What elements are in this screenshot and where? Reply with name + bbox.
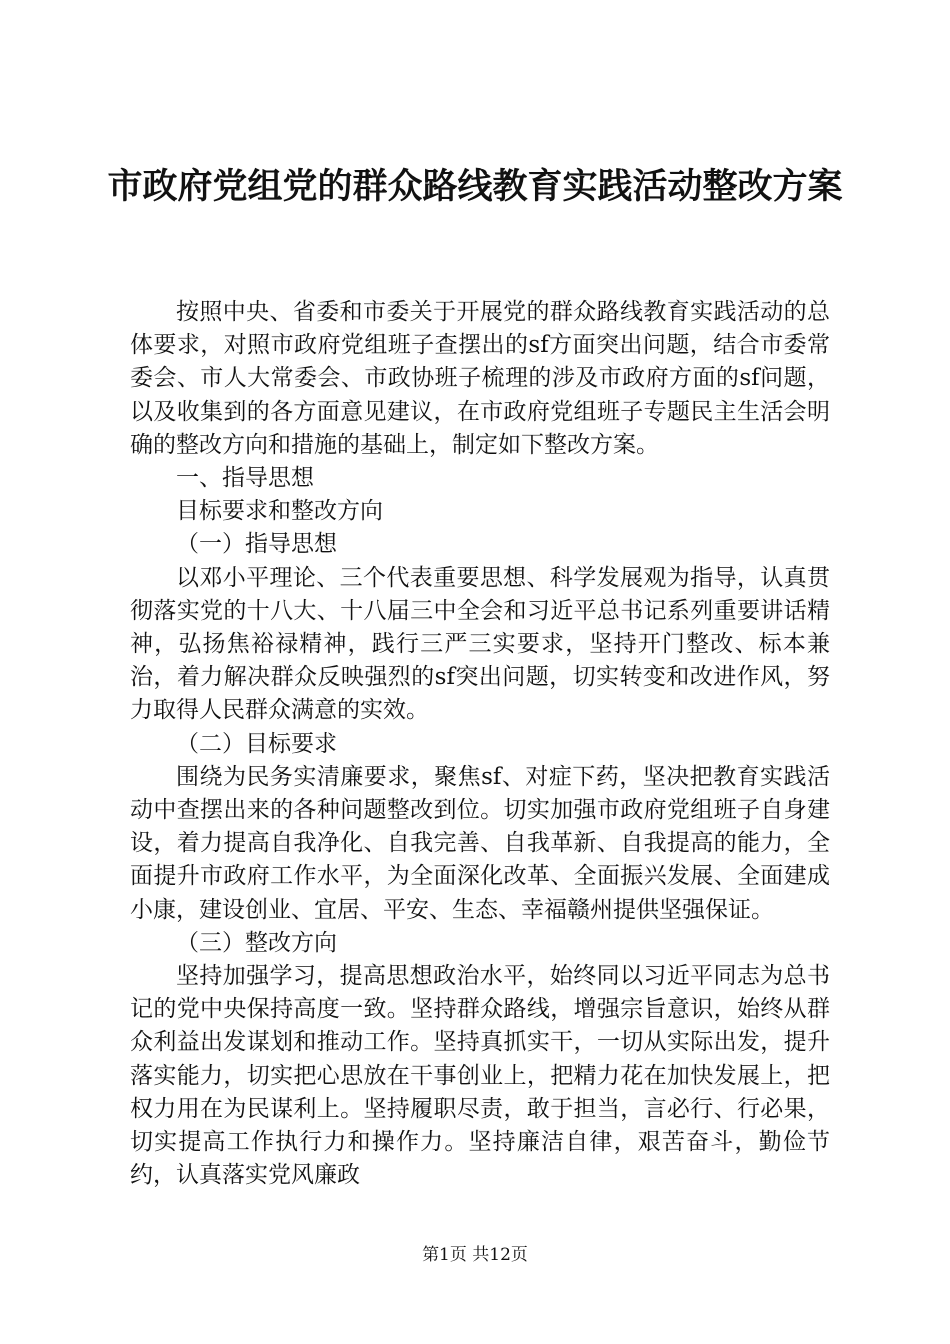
page-number-footer: 第1页 共12页 bbox=[422, 1245, 528, 1265]
section-heading-guiding-thought: 一、指导思想 bbox=[176, 465, 314, 492]
goal-requirements-paragraph: 围绕为民务实清廉要求，聚焦sf、对症下药，坚决把教育实践活动中查摆出来的各种问题整改到位。切实加强市政府党组班子自身建设，着力提高自我净化、自我完善、自我革新、自我提高的能力，全面提升市政府工作水平，为全面深化改革、全面振兴发展、全面建成小康，建设创业、宜居、平安、生态、幸福赣州提供坚强保证。 bbox=[130, 763, 830, 923]
subsection-heading-1: （一）指导思想 bbox=[176, 531, 337, 558]
rectification-direction-paragraph: 坚持加强学习，提高思想政治水平，始终同以习近平同志为总书记的党中央保持高度一致。坚持群众路线，增强宗旨意识，始终从群众利益出发谋划和推动工作。坚持真抓实干，一切从实际出发，提升落实能力，切实把心思放在干事创业上，把精力花在加快发展上，把权力用在为民谋利上。坚持履职尽责，敢于担当，言必行、行必果，切实提高工作执行力和操作力。坚持廉洁自律，艰苦奋斗，勤俭节约，认真落实党风廉政 bbox=[130, 963, 830, 1189]
section-subheading-goals: 目标要求和整改方向 bbox=[176, 498, 383, 525]
subsection-heading-3: （三）整改方向 bbox=[176, 929, 337, 956]
intro-paragraph: 按照中央、省委和市委关于开展党的群众路线教育实践活动的总体要求，对照市政府党组班子查摆出的sf方面突出问题，结合市委常委会、市人大常委会、市政协班子梳理的涉及市政府方面的sf问题，以及收集到的各方面意见建议，在市政府党组班子专题民主生活会明确的整改方向和措施的基础上，制定如下整改方案。 bbox=[130, 299, 830, 458]
document-body bbox=[130, 296, 830, 1192]
subsection-heading-2: （二）目标要求 bbox=[176, 730, 337, 757]
document-title: 市政府党组党的群众路线教育实践活动整改方案 bbox=[107, 166, 843, 207]
guiding-thought-paragraph: 以邓小平理论、三个代表重要思想、科学发展观为指导，认真贯彻落实党的十八大、十八届三中全会和习近平总书记系列重要讲话精神，弘扬焦裕禄精神，践行三严三实要求，坚持开门整改、标本兼治，着力解决群众反映强烈的sf突出问题，切实转变和改进作风，努力取得人民群众满意的实效。 bbox=[130, 564, 830, 724]
